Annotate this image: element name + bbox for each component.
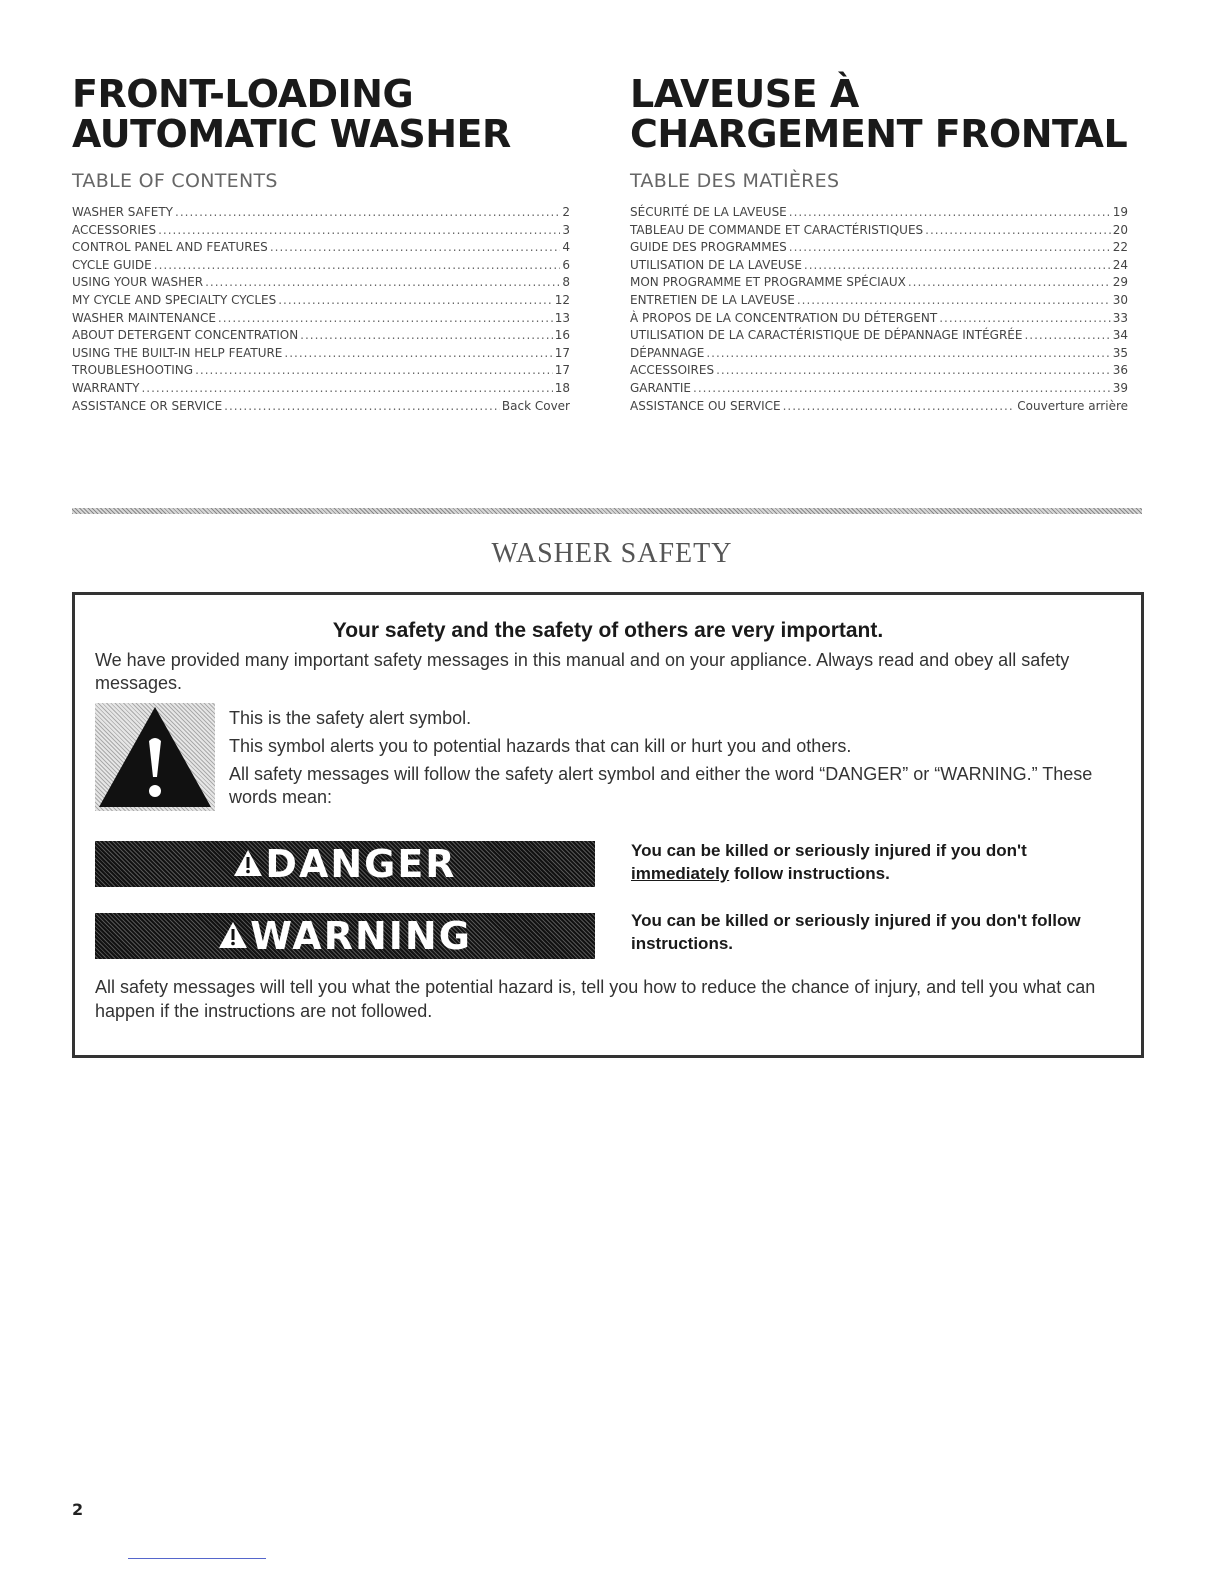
warning-signal-word <box>95 913 595 959</box>
toc-entry-page: 29 <box>1112 275 1128 290</box>
toc-entry <box>72 398 570 416</box>
toc-leader-dots <box>789 204 1111 222</box>
alert-triangle-icon <box>233 842 263 886</box>
toc-entry <box>630 204 1128 222</box>
toc-entry <box>630 398 1128 416</box>
warning-word: WARNING <box>250 914 472 958</box>
footer-rule <box>128 1558 266 1559</box>
toc-entry-page: 30 <box>1112 292 1128 307</box>
toc-leader-dots <box>284 345 552 363</box>
toc-entry <box>630 239 1128 257</box>
alert-triangle-icon <box>218 914 248 958</box>
toc-entry-page: 20 <box>1112 222 1128 237</box>
toc-entry <box>72 327 570 345</box>
toc-entry <box>72 345 570 363</box>
toc-leader-dots <box>908 274 1111 292</box>
toc-entry-label: UTILISATION DE LA LAVEUSE <box>630 257 802 272</box>
toc-entry-label: GUIDE DES PROGRAMMES <box>630 240 787 255</box>
toc-leader-dots <box>278 292 553 310</box>
toc-entry-label: ASSISTANCE OU SERVICE <box>630 398 781 413</box>
toc-entry <box>72 292 570 310</box>
toc-entry-page: 3 <box>562 222 570 237</box>
toc-leader-dots <box>175 204 560 222</box>
toc-entry <box>72 204 570 222</box>
toc-entry <box>630 257 1128 275</box>
toc-entry-page: 39 <box>1112 380 1128 395</box>
toc-entry-label: MY CYCLE AND SPECIALTY CYCLES <box>72 292 277 307</box>
english-toc <box>72 204 570 415</box>
alert-explanation <box>229 707 1109 814</box>
toc-entry-label: TABLEAU DE COMMANDE ET CARACTÉRISTIQUES <box>630 222 924 237</box>
danger-signal-word <box>95 841 595 887</box>
toc-entry-page: 24 <box>1112 257 1128 272</box>
toc-entry-label: GARANTIE <box>630 380 691 395</box>
toc-entry-label: CONTROL PANEL AND FEATURES <box>72 240 268 255</box>
english-title-line2: AUTOMATIC WASHER <box>72 112 511 156</box>
french-toc-heading: TABLE DES MATIÈRES <box>630 170 840 192</box>
toc-entry-page: 6 <box>562 257 570 272</box>
toc-entry-label: USING YOUR WASHER <box>72 275 204 290</box>
toc-entry-label: UTILISATION DE LA CARACTÉRISTIQUE DE DÉPANNAGE INTÉGRÉE <box>630 328 1023 343</box>
toc-entry <box>630 222 1128 240</box>
toc-entry-label: ENTRETIEN DE LA LAVEUSE <box>630 292 795 307</box>
toc-leader-dots <box>300 327 553 345</box>
toc-entry-page: 18 <box>554 380 570 395</box>
toc-entry-label: USING THE BUILT-IN HELP FEATURE <box>72 345 283 360</box>
toc-leader-dots <box>1024 327 1110 345</box>
toc-entry-page: Couverture arrière <box>1017 398 1128 413</box>
toc-entry <box>630 362 1128 380</box>
toc-entry-label: WARRANTY <box>72 380 140 395</box>
toc-entry-page: 13 <box>554 310 570 325</box>
toc-leader-dots <box>205 274 560 292</box>
toc-leader-dots <box>224 398 500 416</box>
french-toc <box>630 204 1128 415</box>
english-column <box>72 74 570 415</box>
french-title <box>630 74 1128 154</box>
safety-alert-triangle-svg <box>95 703 215 811</box>
alert-line: This is the safety alert symbol. <box>229 708 472 728</box>
toc-leader-dots <box>789 239 1111 257</box>
toc-entry-page: Back Cover <box>501 398 570 413</box>
safety-box <box>72 592 1144 1058</box>
toc-entry <box>72 239 570 257</box>
toc-entry <box>72 222 570 240</box>
toc-entry-page: 17 <box>554 363 570 378</box>
toc-leader-dots <box>141 380 552 398</box>
safety-alert-triangle-icon <box>95 703 215 811</box>
toc-leader-dots <box>195 362 553 380</box>
toc-leader-dots <box>797 292 1111 310</box>
toc-entry-label: À PROPOS DE LA CONCENTRATION DU DÉTERGENT <box>630 310 938 325</box>
toc-entry-page: 19 <box>1112 205 1128 219</box>
toc-entry-label: DÉPANNAGE <box>630 345 705 360</box>
toc-leader-dots <box>158 222 560 240</box>
toc-entry-page: 16 <box>554 328 570 343</box>
toc-entry-page: 2 <box>562 205 570 219</box>
toc-entry-page: 22 <box>1112 240 1128 255</box>
warning-description: You can be killed or seriously injured if you don't follow instructions. <box>631 911 1081 953</box>
toc-entry-page: 33 <box>1112 310 1128 325</box>
toc-entry-label: ASSISTANCE OR SERVICE <box>72 398 223 413</box>
english-title <box>72 74 570 154</box>
toc-entry <box>630 310 1128 328</box>
toc-entry-label: SÉCURITÉ DE LA LAVEUSE <box>630 205 787 219</box>
toc-entry-page: 35 <box>1112 345 1128 360</box>
safety-headline: Your safety and the safety of others are very important. <box>332 619 884 642</box>
danger-text-underlined: immediately <box>631 864 730 883</box>
toc-leader-dots <box>270 239 561 257</box>
toc-entry <box>630 345 1128 363</box>
toc-entry-page: 12 <box>554 292 570 307</box>
toc-leader-dots <box>925 222 1111 240</box>
english-toc-heading: TABLE OF CONTENTS <box>72 170 278 192</box>
safety-intro: We have provided many important safety messages in this manual and on your appliance. Always read and obey all safety messages. <box>95 650 1070 693</box>
english-title-line1: FRONT-LOADING <box>72 72 414 116</box>
toc-entry <box>72 310 570 328</box>
toc-entry-label: ABOUT DETERGENT CONCENTRATION <box>72 328 299 343</box>
toc-entry <box>72 380 570 398</box>
french-column <box>630 74 1128 415</box>
toc-entry-page: 17 <box>554 345 570 360</box>
section-title: WASHER SAFETY <box>491 538 733 569</box>
toc-entry <box>72 362 570 380</box>
toc-entry <box>630 274 1128 292</box>
page-number: 2 <box>72 1500 84 1519</box>
toc-entry <box>72 274 570 292</box>
toc-entry-page: 8 <box>562 275 570 290</box>
toc-entry-label: MON PROGRAMME ET PROGRAMME SPÉCIAUX <box>630 275 906 290</box>
toc-entry-label: WASHER MAINTENANCE <box>72 310 216 325</box>
toc-entry-label: TROUBLESHOOTING <box>72 363 194 378</box>
toc-entry <box>630 380 1128 398</box>
toc-entry-label: ACCESSORIES <box>72 222 157 237</box>
toc-entry-page: 34 <box>1112 328 1128 343</box>
toc-entry-label: CYCLE GUIDE <box>72 257 152 272</box>
danger-text-before: You can be killed or seriously injured if you don't <box>631 841 1027 860</box>
danger-text-after: follow instructions. <box>729 864 890 883</box>
toc-leader-dots <box>218 310 553 328</box>
toc-leader-dots <box>783 398 1016 416</box>
french-title-line1: LAVEUSE À <box>630 72 859 116</box>
toc-leader-dots <box>693 380 1111 398</box>
toc-entry <box>72 257 570 275</box>
toc-entry <box>630 327 1128 345</box>
alert-line: This symbol alerts you to potential hazards that can kill or hurt you and others. <box>229 736 852 756</box>
toc-entry-page: 4 <box>562 240 570 255</box>
toc-entry <box>630 292 1128 310</box>
toc-leader-dots <box>939 310 1111 328</box>
toc-leader-dots <box>716 362 1111 380</box>
alert-line: All safety messages will follow the safety alert symbol and either the word “DANGER” or “WARNING.” These words mean: <box>229 764 1093 807</box>
toc-entry-page: 36 <box>1112 363 1128 378</box>
section-divider <box>72 508 1142 514</box>
french-title-line2: CHARGEMENT FRONTAL <box>630 112 1128 156</box>
danger-description <box>631 839 1121 885</box>
toc-leader-dots <box>154 257 561 275</box>
safety-closing: All safety messages will tell you what the potential hazard is, tell you how to reduce the chance of injury, and tell you what can happen if the instructions are not followed. <box>95 977 1096 1021</box>
toc-entry-label: ACCESSOIRES <box>630 363 715 378</box>
toc-entry-label: WASHER SAFETY <box>72 205 173 219</box>
danger-word: DANGER <box>265 842 457 886</box>
toc-leader-dots <box>804 257 1111 275</box>
toc-leader-dots <box>706 345 1110 363</box>
